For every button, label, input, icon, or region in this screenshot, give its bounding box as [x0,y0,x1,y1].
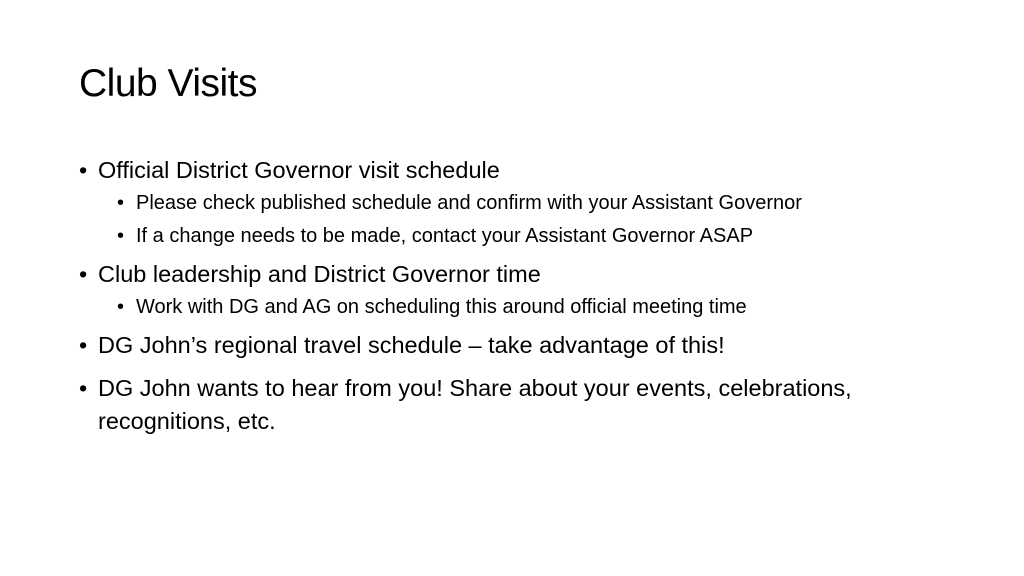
sub-bullet-item [117,291,959,324]
bullet-text: Club leadership and District Governor time [98,261,541,287]
bullet-dot-icon: • [79,332,88,358]
bullet-text: DG John wants to hear from you! Share about your events, celebrations, recognitions, etc. [98,375,852,434]
sub-bullet-text: If a change needs to be made, contact your Assistant Governor ASAP [136,225,754,247]
bullet-dot-icon: • [117,296,125,318]
bullet-dot-icon: • [117,225,125,247]
bullet-item [79,372,959,438]
sub-bullet-text: Work with DG and AG on scheduling this around official meeting time [136,296,747,318]
sub-bullet-text: Please check published schedule and confirm with your Assistant Governor [136,192,802,214]
bullet-dot-icon: • [79,375,88,401]
bullet-item [79,329,959,362]
bullet-dot-icon: • [117,192,125,214]
bullet-dot-icon: • [79,261,88,287]
bullet-list [79,154,959,438]
bullet-item [79,154,959,187]
bullet-text: Official District Governor visit schedule [98,157,500,183]
sub-bullet-item [117,220,959,253]
slide-title: Club Visits [79,62,258,105]
bullet-item [79,258,959,291]
sub-bullet-item [117,187,959,220]
bullet-dot-icon: • [79,157,88,183]
bullet-text: DG John’s regional travel schedule – take advantage of this! [98,332,725,358]
